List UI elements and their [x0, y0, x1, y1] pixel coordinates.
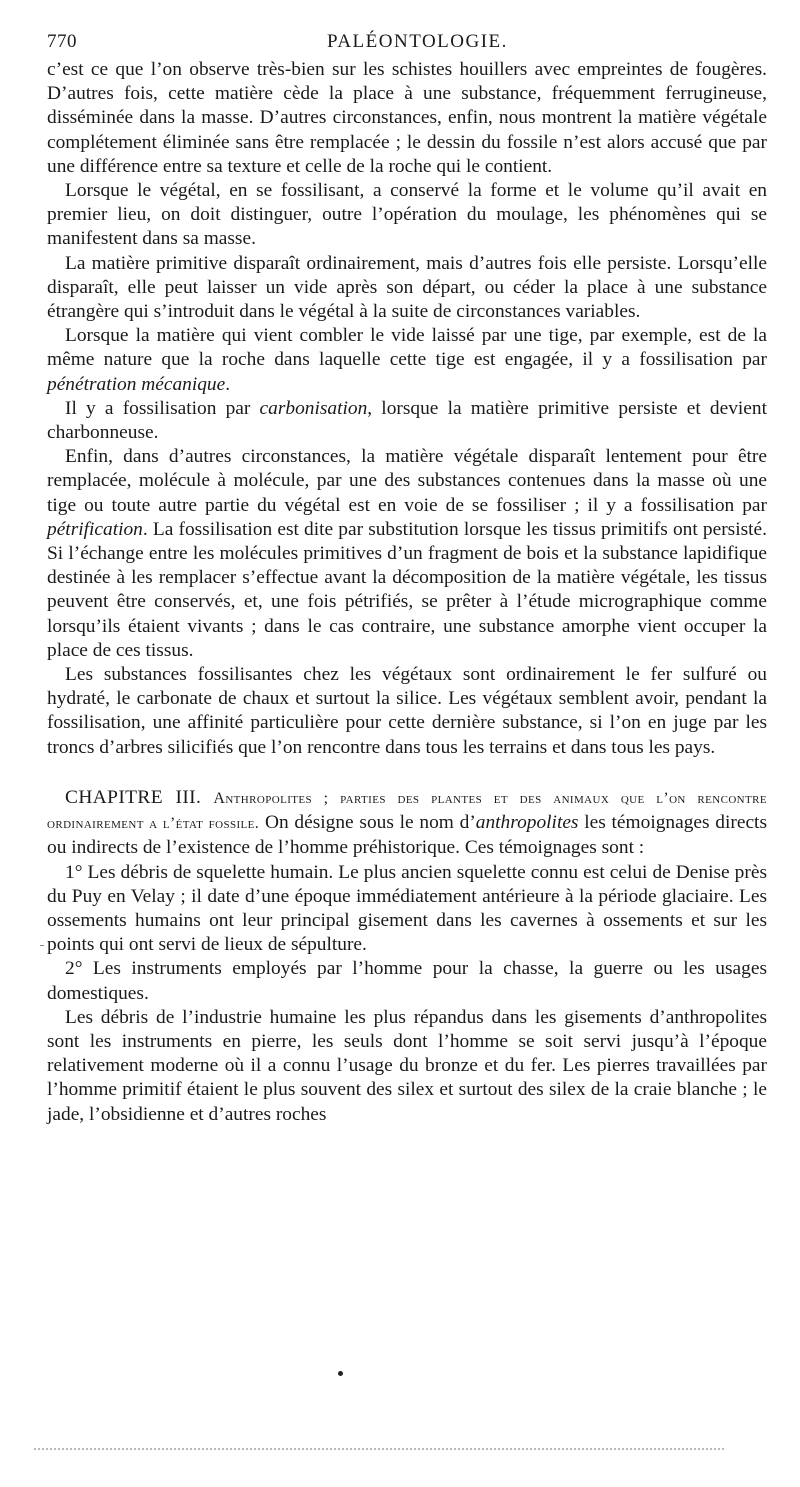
paragraph-volume: Lorsque le végétal, en se fossilisant, a conservé la forme et le volume qu’il avait en premier lieu, on doit distinguer, outre l’opération du moulage, les phénomènes qui se manifestent dans sa masse.: [47, 180, 767, 250]
paragraph-penetration-text-b: .: [225, 373, 231, 395]
chapter-intro: [47, 786, 767, 861]
book-page: [47, 28, 767, 1127]
chapter-number: CHAPITRE III.: [65, 786, 202, 808]
paragraph-carbonisation-text-b: , lorsque la matière primitive persiste et devient charbonneuse.: [47, 397, 767, 444]
term-penetration-mecanique: pénétration mécanique: [47, 373, 226, 395]
list-item-instruments: 2° Les instruments employés par l’homme pour la chasse, la guerre ou les usages domestiques.: [47, 958, 767, 1004]
print-dot: [338, 1371, 343, 1376]
paragraph-carbonisation-text-a: Il y a fossilisation par: [65, 397, 260, 419]
section-gap: [47, 760, 767, 780]
paragraph-continued: c’est ce que l’on observe très-bien sur les schistes houillers avec empreintes de fougères. D’autres fois, cette matière cède la place à une substance, fréquemment ferrugineuse, disséminée dans la masse. D’autres circonstances, enfin, nous montrent la matière végétale complétement éliminée sans être remplacée ; le dessin du fossile n’est alors accusé que par une différence entre sa texture et celle de la roche qui le contient.: [47, 59, 767, 177]
paragraph-penetration-text-a: Lorsque la matière qui vient combler le vide laissé par une tige, par exemple, est de la même nature que la roche dans laquelle cette tige est engagée, il y a fossilisation par: [47, 325, 767, 371]
bleed-through-trace: [34, 1448, 724, 1453]
list-item-skeleton: 1° Les débris de squelette humain. Le plus ancien squelette connu est celui de Denise près du Puy en Velay ; il date d’une époque immédiatement antérieure à la période glaciaire. Les ossements humains ont leur principal gisement dans les cavernes à ossements et sur les points qui ont servi de lieux de sépulture.: [47, 861, 767, 956]
page-number: 770: [47, 31, 77, 52]
paragraph-stone-tools: Les débris de l’industrie humaine les plus répandus dans les gisements d’anthropolites sont les instruments en pierre, les seuls dont l’homme se soit servi jusqu’à l’époque relativement moderne où il a connu l’usage du bronze et du fer. Les pierres travaillées par l’homme primitif étaient le plus souvent des silex et surtout des silex de la craie blanche ; le jade, l’obsidienne et d’autres roches: [47, 1006, 767, 1125]
print-mark: [40, 945, 44, 946]
paragraph-fossilizing-substances: Les substances fossilisantes chez les végétaux sont ordinairement le fer sulfuré ou hydraté, le carbonate de chaux et surtout la silice. Les végétaux semblent avoir, pendant la fossilisation, une affinité particulière pour cette dernière substance, si l’on en juge par les troncs d’arbres silicifiés que l’on rencontre dans tous les terrains et dans tous les pays.: [47, 664, 767, 758]
paragraph-penetration: [47, 324, 767, 397]
paragraph-petrification-text-a: Enfin, dans d’autres circonstances, la matière végétale disparaît lentement pour être remplacée, molécule à molécule, par une des substances contenues dans la masse où une tige ou toute autre partie du végétal est en voie de se fossiliser ; il y a fossilisation par: [47, 446, 767, 516]
running-title: PALÉONTOLOGIE.: [327, 31, 508, 52]
paragraph-petrification-text-b: . La fossilisation est dite par substitution lorsque les tissus primitifs ont persisté. Si l’échange entre les molécules primitives d’un fragment de bois et la substance lapidifique destinée à les remplacer s’effectue avant la décomposition de la matière végétale, les tissus peuvent être conservés, et, une fois pétrifiés, se prêter à l’étude micrographique comme lorsqu’ils étaient vivants ; dans le cas contraire, une substance amorphe vient occuper la place de ces tissus.: [47, 518, 767, 661]
paragraph-carbonisation: [47, 397, 767, 445]
paragraph-primitive-matter: La matière primitive disparaît ordinairement, mais d’autres fois elle persiste. Lorsqu’elle disparaît, elle peut laisser un vide après son départ, ou céder la place à une substance étrangère qui s’introduit dans le végétal à la suite de circonstances variables.: [47, 252, 767, 323]
running-head: [47, 28, 767, 58]
paragraph-petrification: [47, 445, 767, 663]
chapter-heading: Anthropolites ; parties des plantes et des animaux que l’on rencontre ordinairement a l’état fossile.: [47, 789, 767, 833]
term-anthropolites: anthropolites: [475, 812, 579, 834]
chapter-text-b: les témoignages directs ou indirects de l’existence de l’homme préhistorique. Ces témoignages sont :: [47, 812, 767, 859]
term-petrification: pétrification: [47, 518, 143, 540]
term-carbonisation: carbonisation: [259, 397, 368, 419]
chapter-text-a: On désigne sous le nom d’: [259, 812, 476, 834]
